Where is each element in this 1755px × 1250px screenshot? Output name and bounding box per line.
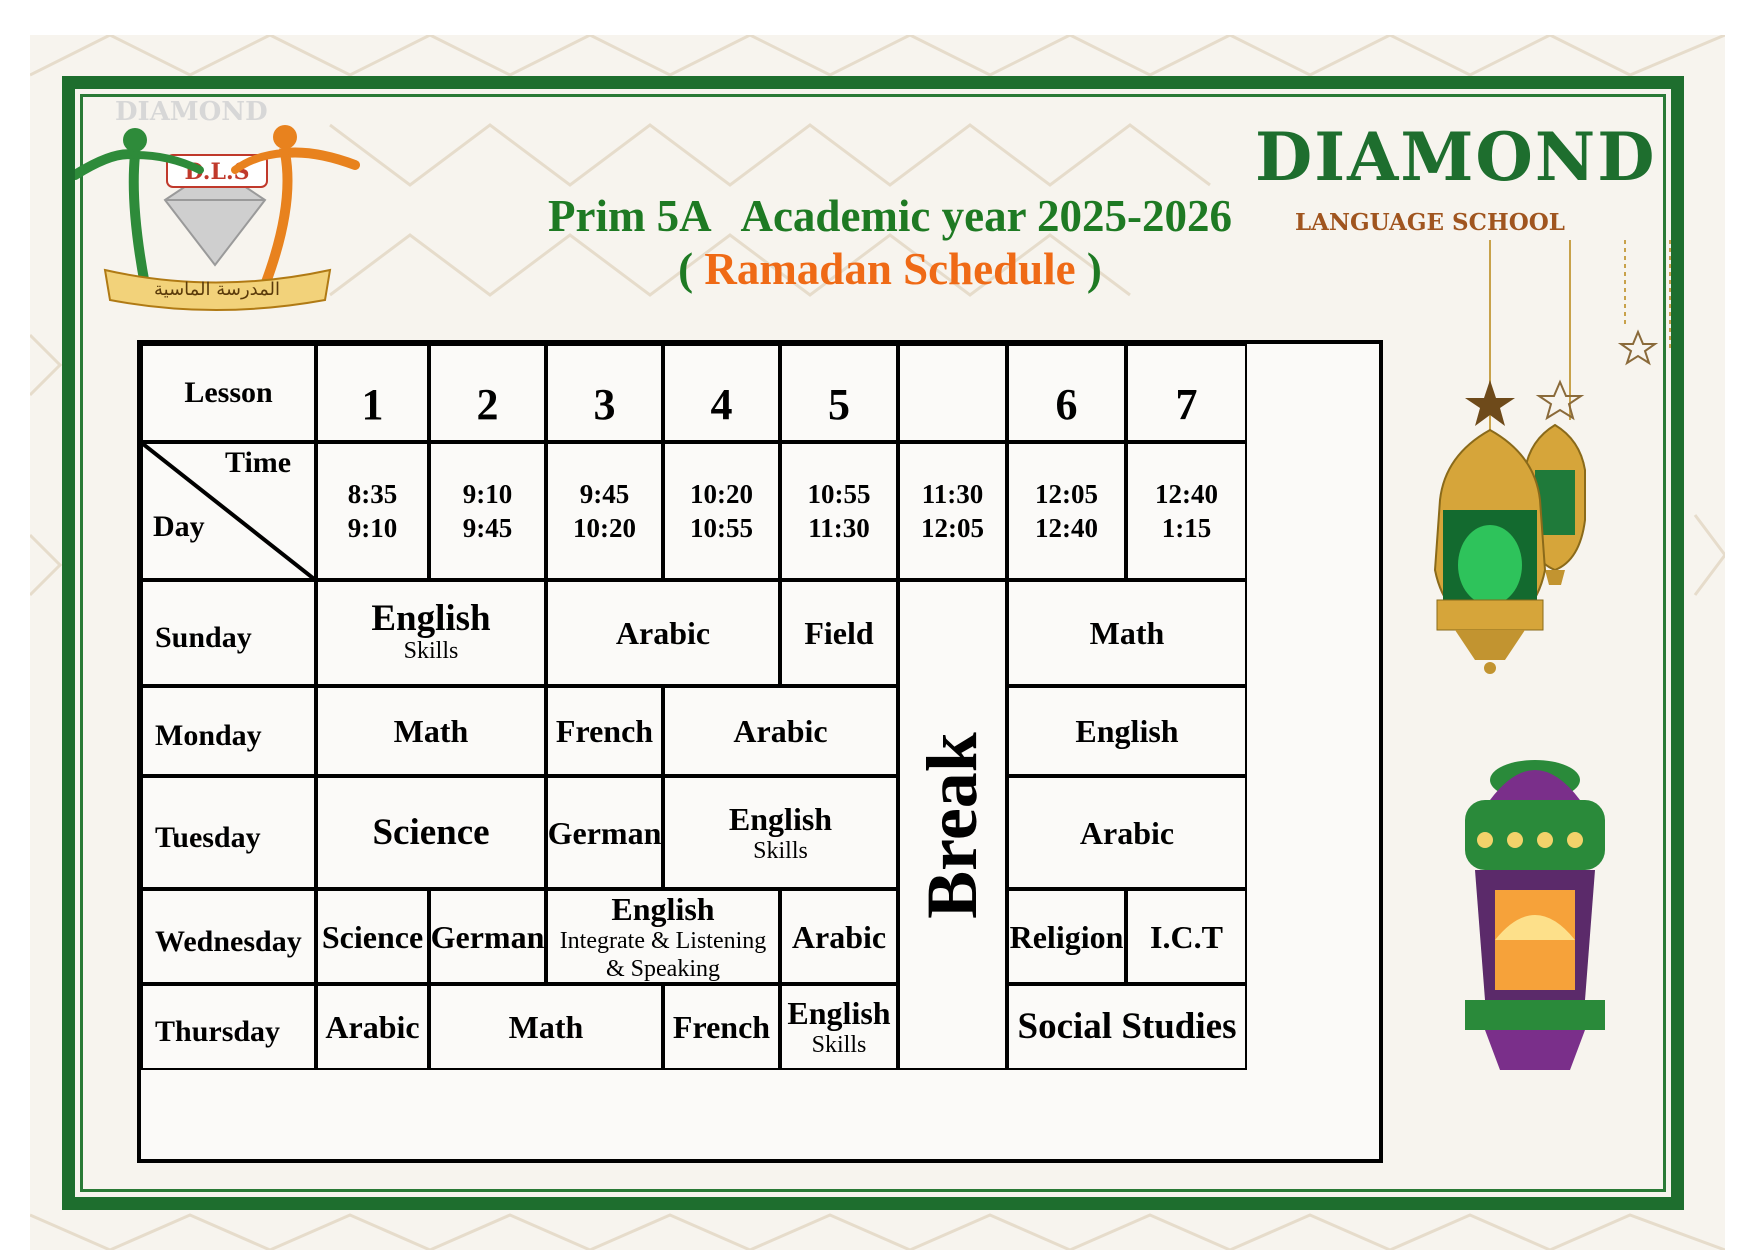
subject-note: Skills [811,1032,867,1058]
time-cell [780,442,898,580]
subject-cell [780,889,898,984]
schedule-table [137,340,1383,1163]
lesson-number-cell [316,344,429,442]
day-cell [141,580,316,686]
paren-close: ) [1075,244,1102,294]
subject-cell [780,984,898,1070]
lanterns-decoration [1395,240,1735,1220]
subject-name: Science [321,918,424,955]
time-cell [316,442,429,580]
subject-cell [1007,580,1247,686]
subject-cell [663,984,780,1070]
day-cell [141,889,316,984]
time-cell [429,442,546,580]
day-name: Tuesday [155,820,261,854]
time-end: 10:20 [573,513,636,543]
day-name: Sunday [155,621,252,654]
subject-name: English [728,800,833,837]
subject-name: English [787,995,891,1031]
lesson-number: 3 [593,379,616,429]
lesson-number-cell [429,344,546,442]
subject-cell [780,580,898,686]
time-start: 10:55 [807,479,871,509]
paren-open: ( [678,244,705,294]
lesson-number-cell [546,344,663,442]
time-start: 12:05 [1035,479,1098,509]
subject-cell [316,580,546,686]
logo-ribbon-text: المدرسة الماسية [153,279,281,300]
subject-name: French [672,1009,771,1045]
subject-cell [429,984,663,1070]
subject-cell [546,686,663,776]
lesson-number: 4 [710,379,733,429]
time-cell [546,442,663,580]
subject-cell [663,776,898,889]
lesson-header [141,344,316,442]
school-subtitle: LANGUAGE SCHOOL [1295,209,1565,236]
time-label: Time [225,446,292,479]
page-title: Prim 5A Academic year 2025-2026 [547,191,1233,241]
subject-name: Math [508,1009,584,1045]
subject-name: Arabic [615,615,711,651]
subject-note: Integrate & Listening [559,927,767,954]
lesson-number: 2 [476,379,499,429]
logo-top-text: DIAMOND [115,97,268,127]
page-subtitle [530,243,1250,295]
subject-cell [546,580,780,686]
subject-cell [546,889,780,984]
time-start: 8:35 [347,479,398,509]
subject-cell [429,889,546,984]
time-start: 9:45 [579,479,630,509]
day-cell [141,776,316,889]
day-name: Monday [155,719,262,752]
ramadan-label: Ramadan Schedule [704,244,1076,294]
day-cell [141,984,316,1070]
time-day-header [141,442,316,580]
subject-name: Arabic [733,713,828,749]
time-cell [1007,442,1126,580]
subject-name: I.C.T [1150,918,1223,955]
subject-name: Science [372,811,490,853]
time-cell [1126,442,1247,580]
subject-cell [1007,686,1247,776]
subject-name: Arabic [325,1009,420,1045]
break-column [898,580,1007,1070]
subject-name: German [547,814,662,851]
lesson-number-cell [1007,344,1126,442]
break-label: Break [912,731,992,919]
time-end: 9:10 [347,513,398,543]
subject-name: English [611,890,715,927]
subject-name: English [371,598,491,639]
subject-cell [546,776,663,889]
time-start: 12:40 [1155,479,1218,509]
subject-cell [1126,889,1247,984]
day-cell [141,686,316,776]
time-cell [898,442,1007,580]
subject-note: Skills [753,837,808,864]
time-end: 11:30 [808,513,870,543]
time-start: 9:10 [462,479,513,509]
day-name: Thursday [155,1015,281,1048]
lesson-label: Lesson [184,376,273,409]
subject-name: French [555,713,654,749]
day-label: Day [153,510,205,543]
school-logo [75,95,365,335]
subject-cell [316,686,546,776]
school-name: DIAMOND [1255,118,1657,196]
subject-cell [316,984,429,1070]
lesson-number: 1 [361,379,384,429]
lesson-number-cell [898,344,1007,442]
subject-name: Math [1089,615,1165,651]
time-end: 12:05 [921,513,984,543]
lesson-number: 6 [1055,379,1078,429]
lesson-number-cell [780,344,898,442]
subject-name: Field [804,615,874,651]
subject-name: Social Studies [1017,1006,1237,1047]
time-end: 10:55 [690,513,753,543]
subject-name: Religion [1009,918,1124,955]
time-start: 10:20 [690,479,753,509]
subject-name: Arabic [1079,814,1175,851]
time-end: 1:15 [1161,513,1212,543]
lesson-number: 5 [828,379,850,429]
subject-name: German [430,918,545,955]
subject-cell [663,686,898,776]
time-end: 12:40 [1035,513,1098,543]
lesson-number-cell [1126,344,1247,442]
time-start: 11:30 [921,479,984,509]
subject-name: Arabic [791,918,887,955]
time-cell [663,442,780,580]
time-end: 9:45 [462,513,513,543]
lesson-number-cell [663,344,780,442]
subject-name: English [1075,713,1179,749]
subject-cell [1007,776,1247,889]
day-name: Wednesday [155,924,302,958]
logo-badge: D.L.S [184,159,250,185]
subject-note: & Speaking [606,955,720,982]
subject-cell [1007,889,1126,984]
subject-note: Skills [403,638,459,664]
subject-cell [316,889,429,984]
subject-cell [1007,984,1247,1070]
subject-cell [316,776,546,889]
lesson-number: 7 [1175,379,1198,429]
subject-name: Math [393,713,469,749]
